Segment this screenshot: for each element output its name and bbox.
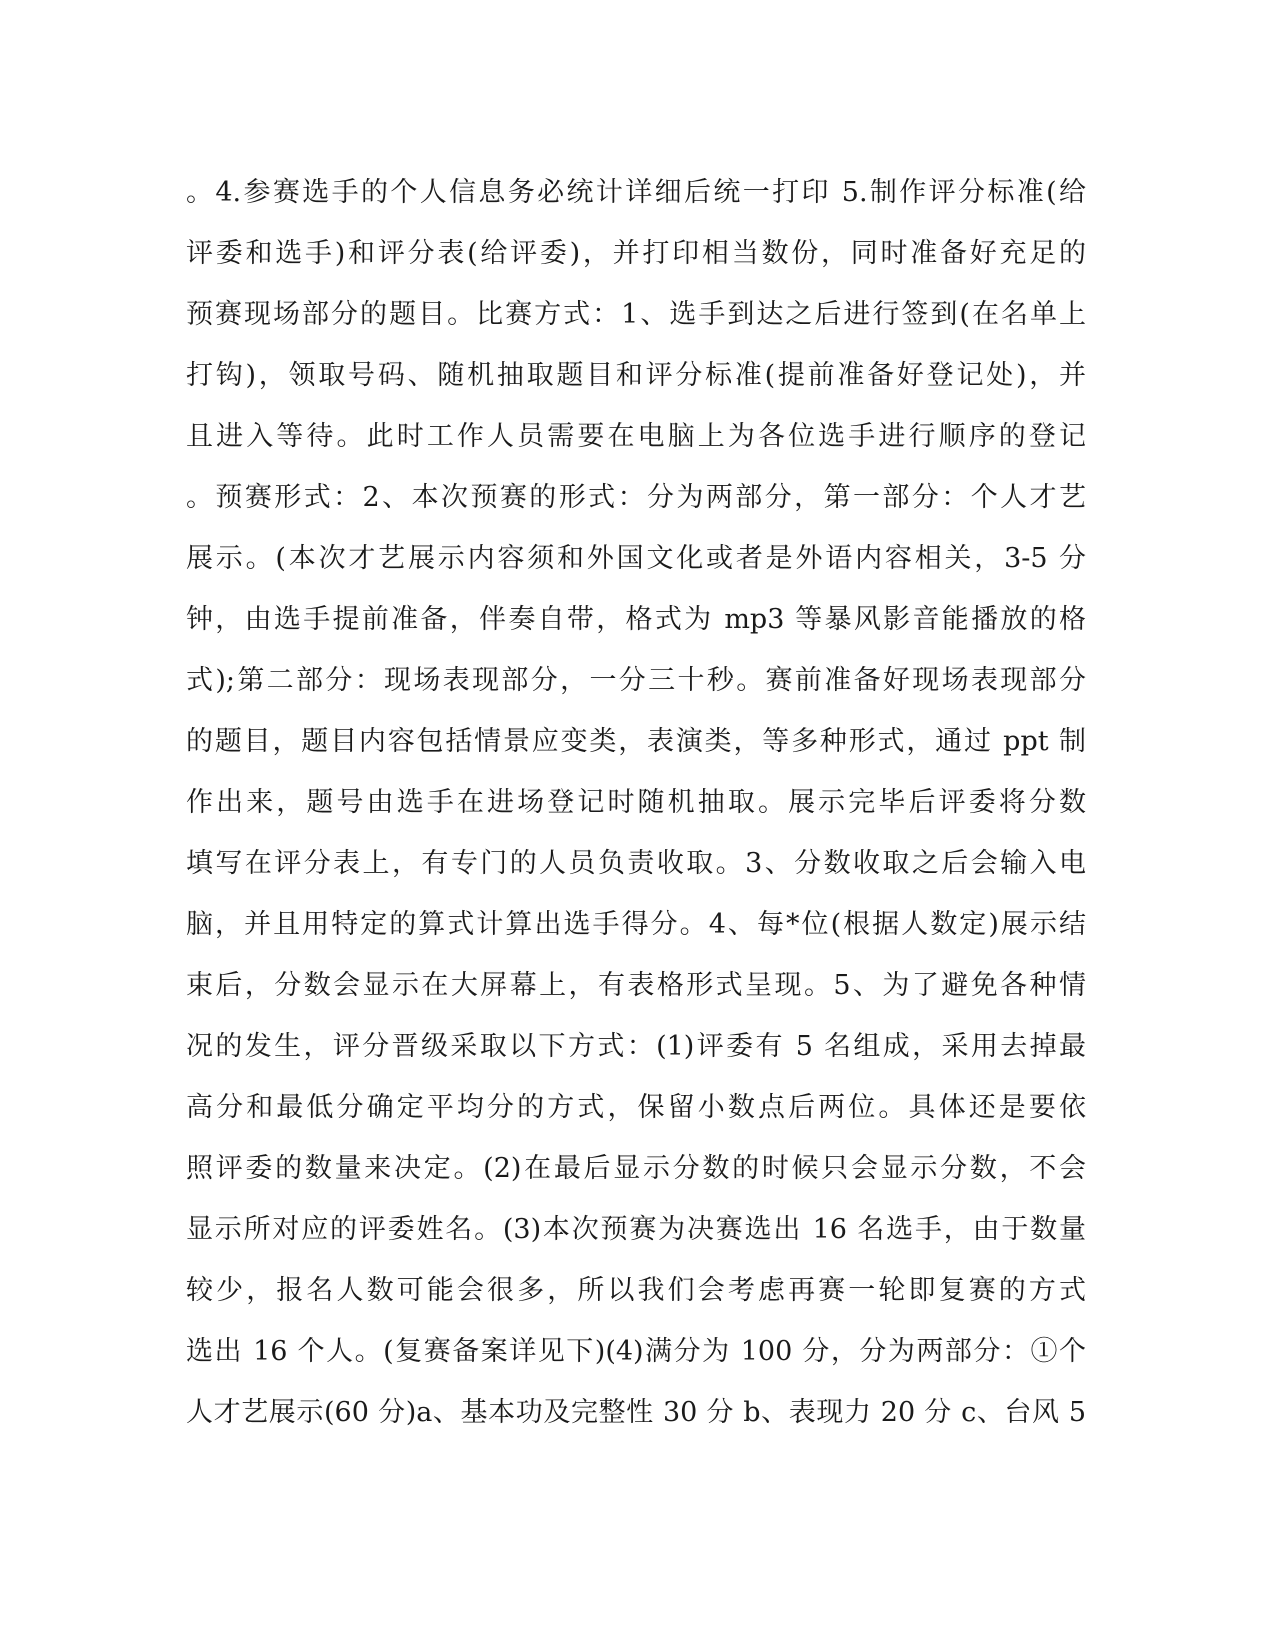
text-line: 的题目，题目内容包括情景应变类，表演类，等多种形式，通过 ppt 制 (186, 726, 1086, 757)
text-line: 况的发生，评分晋级采取以下方式：(1)评委有 5 名组成，采用去掉最 (186, 1031, 1086, 1062)
body-text (186, 162, 1086, 1443)
text-line: 且进入等待。此时工作人员需要在电脑上为各位选手进行顺序的登记 (186, 421, 1086, 452)
text-line: 脑，并且用特定的算式计算出选手得分。4、每*位(根据人数定)展示结 (186, 909, 1086, 940)
text-line: 束后，分数会显示在大屏幕上，有表格形式呈现。5、为了避免各种情 (186, 970, 1086, 1001)
text-line: 。4.参赛选手的个人信息务必统计详细后统一打印 5.制作评分标准(给 (186, 177, 1086, 208)
text-line: 预赛现场部分的题目。比赛方式：1、选手到达之后进行签到(在名单上 (186, 299, 1086, 330)
text-line: 人才艺展示(60 分)a、基本功及完整性 30 分 b、表现力 20 分 c、台风 5 (186, 1397, 1086, 1428)
text-line: 展示。(本次才艺展示内容须和外国文化或者是外语内容相关，3-5 分 (186, 543, 1086, 574)
text-line: 选出 16 个人。(复赛备案详见下)(4)满分为 100 分，分为两部分：①个 (186, 1336, 1086, 1367)
text-line: 式);第二部分：现场表现部分，一分三十秒。赛前准备好现场表现部分 (186, 665, 1086, 696)
text-line: 打钩)，领取号码、随机抽取题目和评分标准(提前准备好登记处)，并 (186, 360, 1086, 391)
text-line: 作出来，题号由选手在进场登记时随机抽取。展示完毕后评委将分数 (186, 787, 1086, 818)
text-line: 显示所对应的评委姓名。(3)本次预赛为决赛选出 16 名选手，由于数量 (186, 1214, 1086, 1245)
text-line: 照评委的数量来决定。(2)在最后显示分数的时候只会显示分数，不会 (186, 1153, 1086, 1184)
text-line: 填写在评分表上，有专门的人员负责收取。3、分数收取之后会输入电 (186, 848, 1086, 879)
text-line: 较少，报名人数可能会很多，所以我们会考虑再赛一轮即复赛的方式 (186, 1275, 1086, 1306)
text-line: 。预赛形式：2、本次预赛的形式：分为两部分，第一部分：个人才艺 (186, 482, 1086, 513)
text-line: 钟，由选手提前准备，伴奏自带，格式为 mp3 等暴风影音能播放的格 (186, 604, 1086, 635)
text-line: 高分和最低分确定平均分的方式，保留小数点后两位。具体还是要依 (186, 1092, 1086, 1123)
text-line: 评委和选手)和评分表(给评委)，并打印相当数份，同时准备好充足的 (186, 238, 1086, 269)
